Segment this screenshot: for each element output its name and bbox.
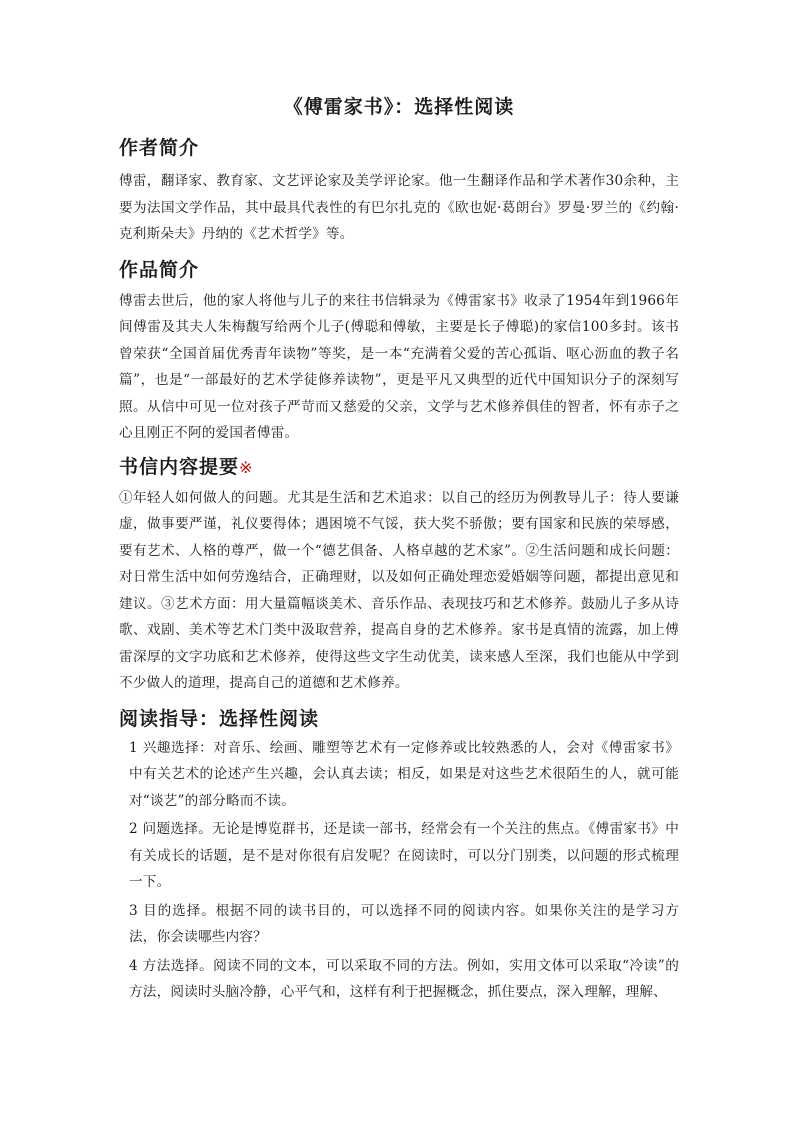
guide-section <box>119 703 679 1006</box>
reference-mark: ※ <box>239 457 254 477</box>
guide-item-interest: 1 兴趣选择：对音乐、绘画、雕塑等艺术有一定修养或比较熟悉的人，会对《傅雷家书》中有关艺术的论述产生兴趣，会认真去读；相反，如果是对这些艺术很陌生的人，就可能对“谈艺”的部分略而不读。 <box>129 739 679 809</box>
author-heading: 作者简介 <box>119 137 200 159</box>
guide-item-question: 2 问题选择。无论是博览群书，还是读一部书，经常会有一个关注的焦点。《傅雷家书》中有关成长的话题，是不是对你很有启发呢？在阅读时，可以分门别类，以问题的形式梳理一下。 <box>129 821 679 890</box>
work-paragraph: 傅雷去世后，他的家人将他与儿子的来往书信辑录为《傅雷家书》收录了1954年到1966年间傅雷及其夫人朱梅馥写给两个儿子(傅聪和傅敏，主要是长子傅聪)的家信100多封。该书曾荣获“全国首届优秀青年读物”等奖，是一本“充满着父爱的苦心孤诣、呕心沥血的教子名篇”，也是“一部最好的艺术学徒修养读物”，更是平凡又典型的近代中国知识分子的深刻写照。从信中可见一位对孩子严苛而又慈爱的父亲，文学与艺术修养俱佳的智者，怀有赤子之心且刚正不阿的爱国者傅雷。 <box>119 292 679 441</box>
letters-paragraph: ①年轻人如何做人的问题。尤其是生活和艺术追求：以自己的经历为例教导儿子：待人要谦虚，做事要严谨，礼仪要得体；遇困境不气馁，获大奖不骄傲；要有国家和民族的荣辱感，要有艺术、人格的尊严，做一个“德艺俱备、人格卓越的艺术家”。②生活问题和成长问题：对日常生活中如何劳逸结合，正确理财，以及如何正确处理恋爱婚姻等问题，都提出意见和建议。③艺术方面：用大量篇幅谈美术、音乐作品、表现技巧和艺术修养。鼓励儿子多从诗歌、戏剧、美术等艺术门类中汲取营养，提高自身的艺术修养。家书是真情的流露，加上傅雷深厚的文字功底和艺术修养，使得这些文字生动优美，读来感人至深，我们也能从中学到不少做人的道理，提高自己的道德和艺术修养。 <box>119 489 679 691</box>
work-section <box>119 254 679 447</box>
letters-heading-text: 书信内容提要 <box>119 455 240 478</box>
author-section <box>119 132 679 248</box>
guide-item-method: 4 方法选择。阅读不同的文本，可以采取不同的方法。例如，实用文体可以采取“冷读”的方法，阅读时头脑冷静，心平气和，这样有利于把握概念，抓住要点，深入理解，理解、 <box>129 957 679 1000</box>
document-page <box>119 92 679 1008</box>
document-title: 《傅雷家书》：选择性阅读 <box>283 96 515 118</box>
guide-item-purpose: 3 目的选择。根据不同的读书目的，可以选择不同的阅读内容。如果你关注的是学习方法，你会读哪些内容？ <box>129 902 679 945</box>
work-heading: 作品简介 <box>119 258 200 281</box>
author-paragraph: 傅雷，翻译家、教育家、文艺评论家及美学评论家。他一生翻译作品和学术著作30余种，主要为法国文学作品，其中最具代表性的有巴尔扎克的《欧也妮·葛朗台》罗曼·罗兰的《约翰·克利斯朵夫》丹纳的《艺术哲学》等。 <box>119 173 679 242</box>
letters-section <box>119 451 679 697</box>
letters-heading <box>119 451 679 483</box>
guide-heading: 阅读指导：选择性阅读 <box>119 707 320 730</box>
